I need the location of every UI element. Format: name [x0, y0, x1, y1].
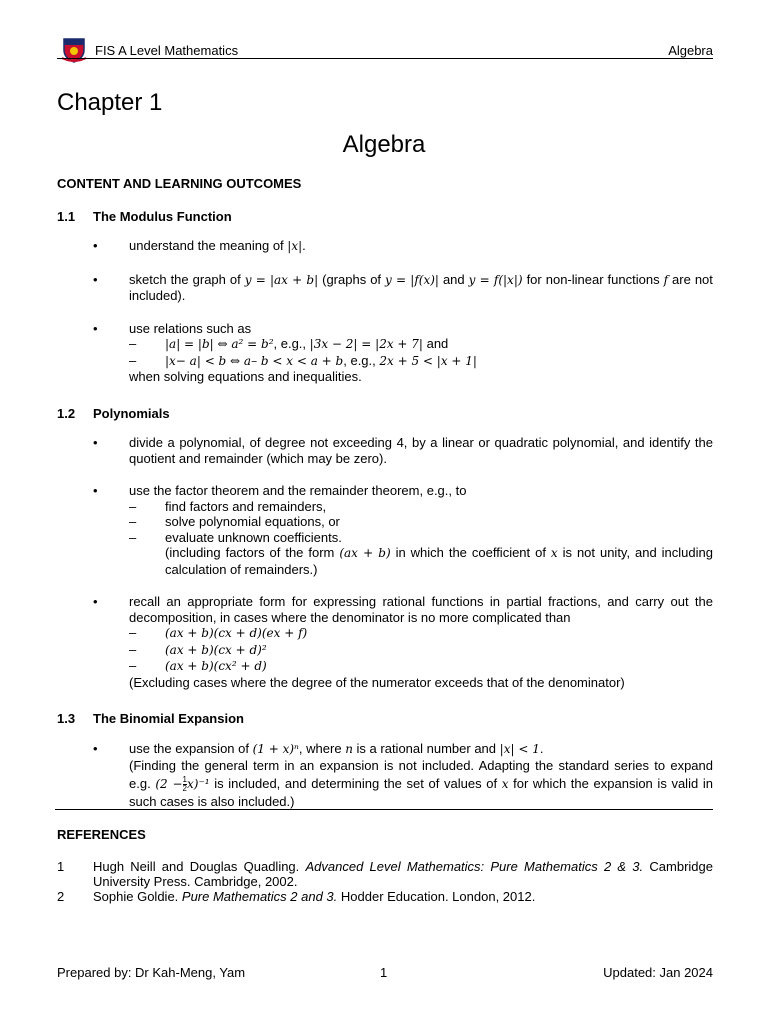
math-expression: (ax + b)(cx + d)(ex + f) [165, 626, 308, 640]
item-text: and [442, 271, 465, 287]
math-expression: (ax + b)(cx + d)² [165, 642, 267, 657]
note-text: for which the expansion is valid in such cases is also included.) [129, 776, 713, 810]
list-item [57, 272, 713, 304]
school-crest-icon [61, 36, 87, 64]
reference-publisher: Cambridge University Press. Cambridge, 2002. [93, 859, 713, 889]
dash: – [129, 352, 137, 368]
item-text: are not included). [129, 271, 713, 303]
math-expression: (1 + x)ⁿ [252, 741, 299, 756]
item-text: , e.g., [273, 336, 307, 351]
math-expression: |x| [287, 239, 303, 253]
section-divider [55, 809, 713, 810]
section-heading [57, 209, 713, 225]
dash: – [129, 658, 137, 673]
bullet: • [93, 435, 98, 450]
math-expression: y = |f(x)| [385, 272, 439, 287]
list-item [57, 435, 713, 466]
fraction-denominator: 2 [182, 784, 187, 794]
item-text: recall an appropriate form for expressing rational functions in partial fractions, and carry out the decomposition, in cases where the denominator is no more complicated than [129, 594, 713, 625]
dash: – [129, 514, 137, 529]
math-expression: (2 − [155, 777, 183, 791]
math-expression: x [501, 777, 509, 791]
section-heading [57, 711, 713, 727]
sub-item [129, 499, 713, 515]
list-item [57, 594, 713, 690]
reference-item [57, 859, 713, 889]
list-item [57, 741, 713, 812]
reference-authors: Hugh Neill and Douglas Quadling. [93, 859, 300, 874]
section-title: Polynomials [93, 405, 170, 421]
item-text: for non-linear functions [526, 271, 660, 287]
dash: – [129, 625, 137, 640]
math-expression: n [345, 741, 353, 756]
item-text: (graphs of [322, 271, 382, 287]
reference-item [57, 889, 713, 904]
header-topic: Algebra [668, 43, 713, 58]
outcomes-heading: CONTENT AND LEARNING OUTCOMES [57, 176, 302, 191]
note-text: is not unity, and including calculation of remainders.) [165, 545, 713, 577]
sub-item [129, 642, 713, 659]
dash: – [129, 641, 137, 657]
math-expression: x)⁻¹ [187, 777, 210, 791]
sub-item [129, 336, 713, 353]
item-text: when solving equations and inequalities. [129, 369, 362, 384]
page-header [57, 36, 713, 60]
section-number: 1.1 [57, 208, 76, 224]
bullet: • [93, 740, 98, 756]
math-expression: (ax + b)(cx² + d) [165, 659, 267, 673]
list-item: • understand the meaning of |x|. [93, 238, 306, 253]
section-heading [57, 406, 713, 422]
list-item [57, 321, 713, 385]
item-text: use the factor theorem and the remainder theorem, e.g., to [129, 483, 467, 498]
item-text: , e.g., [343, 352, 376, 368]
note-text: is included, and determining the set of values of [214, 776, 498, 791]
dash: – [129, 498, 137, 514]
math-expression: x [550, 546, 558, 560]
section-number: 1.3 [57, 711, 76, 726]
bullet: • [93, 594, 98, 609]
math-expression: 2x + 5 < |x + 1| [379, 353, 477, 368]
section-title: The Modulus Function [93, 208, 232, 224]
item-text: divide a polynomial, of degree not exceeding 4, by a linear or quadratic polynomial, and identify the quotient and remainder (which may be zero). [129, 435, 713, 466]
item-text: find factors and remainders, [165, 498, 327, 514]
item-text: and [426, 336, 449, 351]
item-text: use the expansion of [129, 740, 249, 756]
sub-item [129, 658, 713, 675]
bullet: • [93, 271, 98, 287]
section-title: The Binomial Expansion [93, 711, 244, 726]
references [57, 827, 713, 904]
reference-number: 2 [57, 889, 65, 904]
math-expression: |x| < 1 [499, 741, 540, 756]
sub-item [129, 353, 713, 370]
sub-item [129, 625, 713, 642]
footer-author: Prepared by: Dr Kah-Meng, Yam [57, 965, 246, 980]
math-expression: f [663, 272, 669, 287]
page-footer [57, 965, 713, 981]
note-text: in which the coefficient of [395, 545, 546, 560]
section-number: 1.2 [57, 405, 76, 421]
item-note [129, 757, 713, 811]
learning-outcomes [57, 176, 713, 828]
dash: – [129, 529, 137, 545]
reference-title: Pure Mathematics 2 and 3. [181, 889, 338, 904]
header-divider [57, 58, 713, 59]
note-text: (including factors of the form [165, 545, 335, 560]
page-number: 1 [380, 965, 388, 980]
math-expression: (ax + b) [339, 546, 391, 560]
bullet: • [93, 238, 98, 253]
item-note [129, 545, 713, 577]
list-item [57, 483, 713, 577]
item-text: use relations such as [129, 320, 252, 336]
sub-item [129, 514, 713, 530]
item-text: , where [298, 740, 342, 756]
sub-item [129, 530, 713, 546]
reference-number: 1 [57, 859, 65, 874]
chapter-label: Chapter 1 [57, 89, 163, 116]
item-text: is a rational number and [356, 740, 497, 756]
bullet: • [93, 320, 98, 336]
dash: – [129, 336, 137, 351]
reference-authors: Sophie Goldie. [93, 889, 179, 904]
math-expression: y = |ax + b| [244, 272, 319, 287]
math-expression: y = f(|x|) [468, 272, 523, 287]
math-expression: |3x − 2| = |2x + 7| [309, 337, 423, 351]
page-title: Algebra [342, 131, 426, 158]
note-text: (Finding the general term in an expansion is not included. Adapting the standard series to expand e.g. [129, 758, 713, 791]
fraction-numerator: 1 [182, 775, 187, 785]
math-expression: |a| = |b| ⇔ a² = b² [165, 337, 274, 351]
math-expression: |x− a| < b ⇔ a– b < x < a + b [165, 353, 344, 368]
item-text: . [539, 740, 544, 756]
reference-publisher: Hodder Education. London, 2012. [340, 889, 536, 904]
header-course-title: FIS A Level Mathematics [95, 43, 239, 58]
footer-updated: Updated: Jan 2024 [603, 965, 713, 980]
item-text: understand the meaning of [129, 238, 284, 253]
item-text: sketch the graph of [129, 271, 241, 287]
references-heading: REFERENCES [57, 827, 146, 842]
item-text: evaluate unknown coefficients. [165, 529, 342, 545]
bullet: • [93, 483, 98, 498]
item-text: solve polynomial equations, or [165, 514, 340, 529]
item-text: (Excluding cases where the degree of the numerator exceeds that of the denominator) [129, 674, 625, 690]
reference-title: Advanced Level Mathematics: Pure Mathematics 2 & 3. [305, 859, 644, 874]
